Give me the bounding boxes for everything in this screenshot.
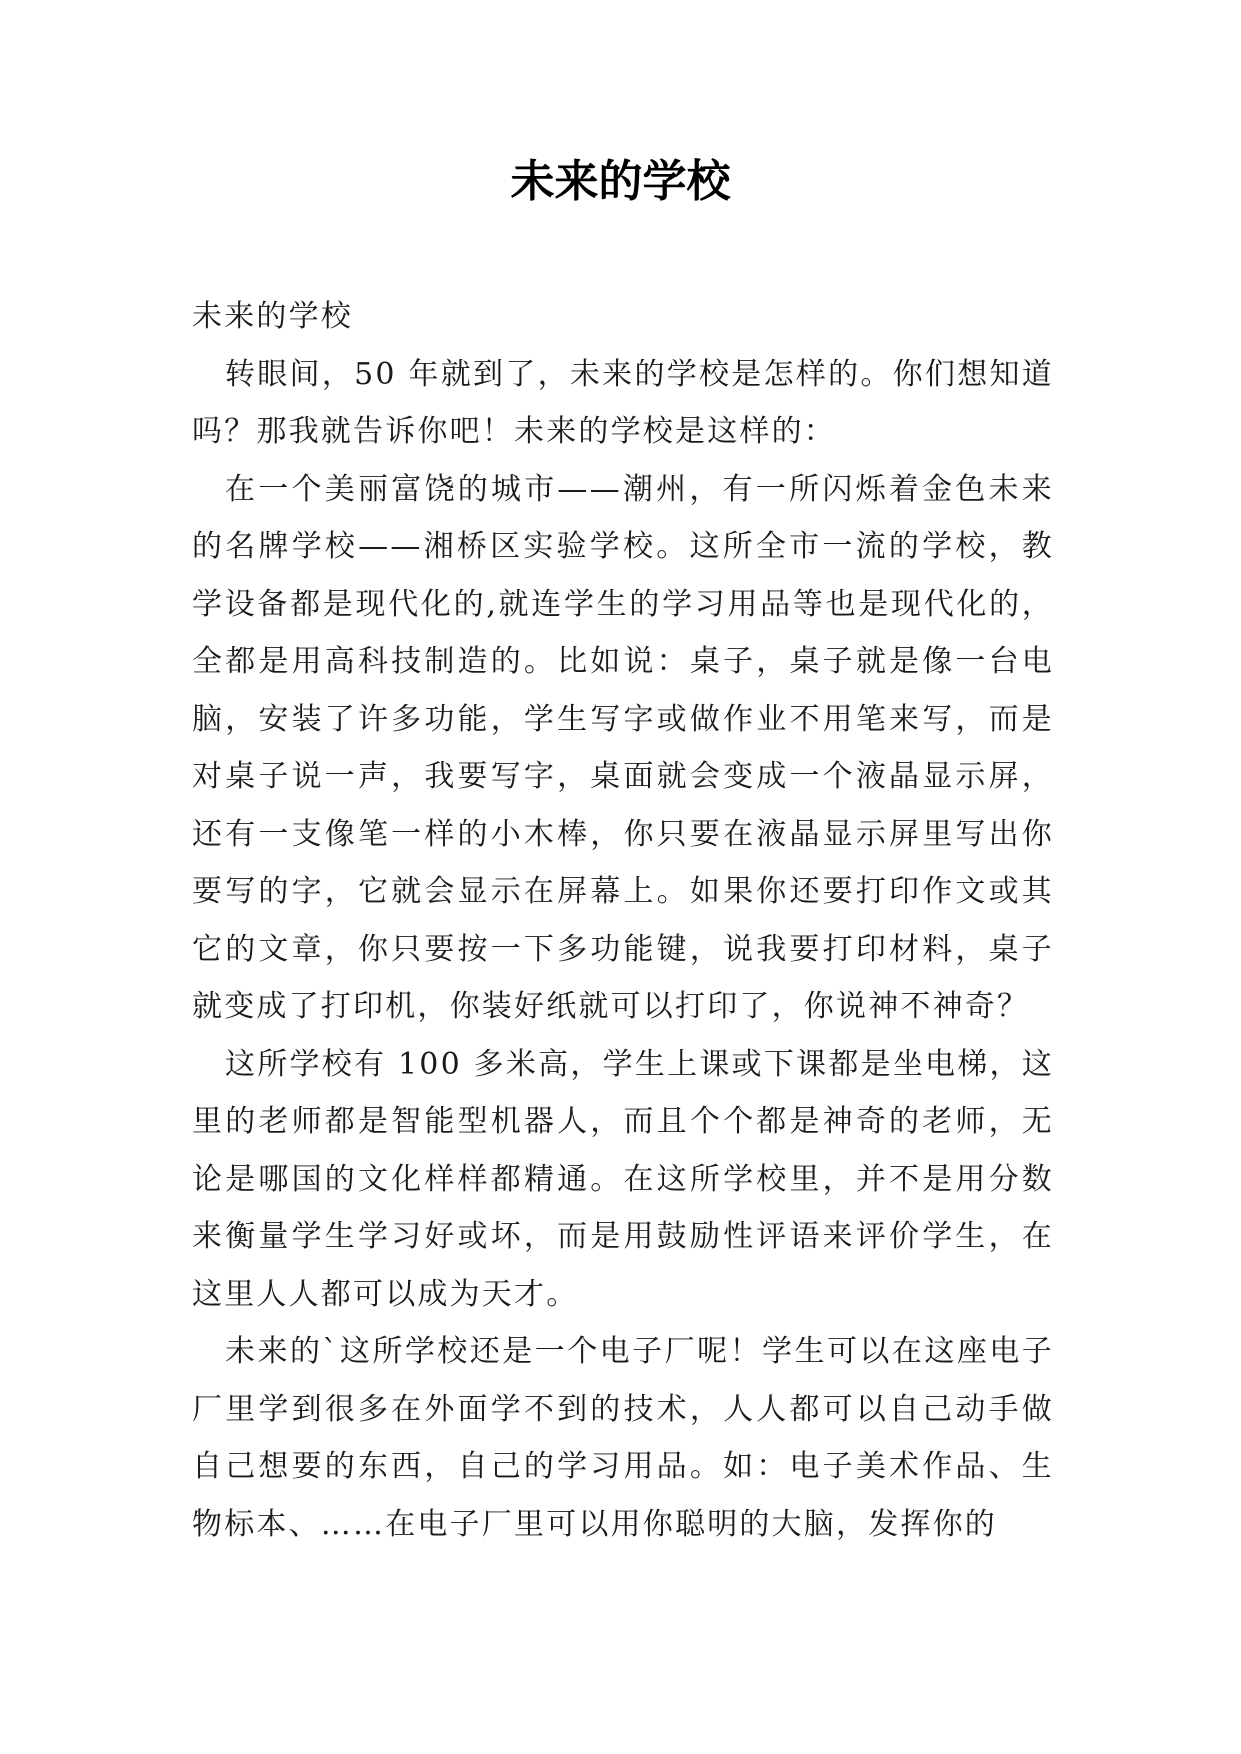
paragraph: 这所学校有 100 多米高，学生上课或下课都是坐电梯，这里的老师都是智能型机器人，而且个个都是神奇的老师，无论是哪国的文化样样都精通。在这所学校里，并不是用分数来衡量学生学习好或坏，而是用鼓励性评语来评价学生，在这里人人都可以成为天才。: [192, 1046, 1054, 1312]
paragraph: 在一个美丽富饶的城市——潮州，有一所闪烁着金色未来的名牌学校——湘桥区实验学校。这所全市一流的学校，教学设备都是现代化的,就连学生的学习用品等也是现代化的，全都是用高科技制造的。比如说：桌子，桌子就是像一台电脑，安装了许多功能，学生写字或做作业不用笔来写，而是对桌子说一声，我要写字，桌面就会变成一个液晶显示屏，还有一支像笔一样的小木棒，你只要在液晶显示屏里写出你要写的字，它就会显示在屏幕上。如果你还要打印作文或其它的文章，你只要按一下多功能键，说我要打印材料，桌子就变成了打印机，你装好纸就可以打印了，你说神不神奇？: [192, 471, 1054, 1024]
paragraph: 转眼间，50 年就到了，未来的学校是怎样的。你们想知道吗？那我就告诉你吧！未来的学校是这样的：: [192, 356, 1054, 449]
document-title: 未来的学校: [510, 156, 731, 207]
document-body: [192, 288, 1054, 1553]
paragraph: 未来的`这所学校还是一个电子厂呢！学生可以在这座电子厂里学到很多在外面学不到的技术，人人都可以自己动手做自己想要的东西，自己的学习用品。如：电子美术作品、生物标本、……在电子厂里可以用你聪明的大脑，发挥你的: [192, 1334, 1054, 1542]
paragraph-subtitle: 未来的学校: [192, 299, 353, 334]
